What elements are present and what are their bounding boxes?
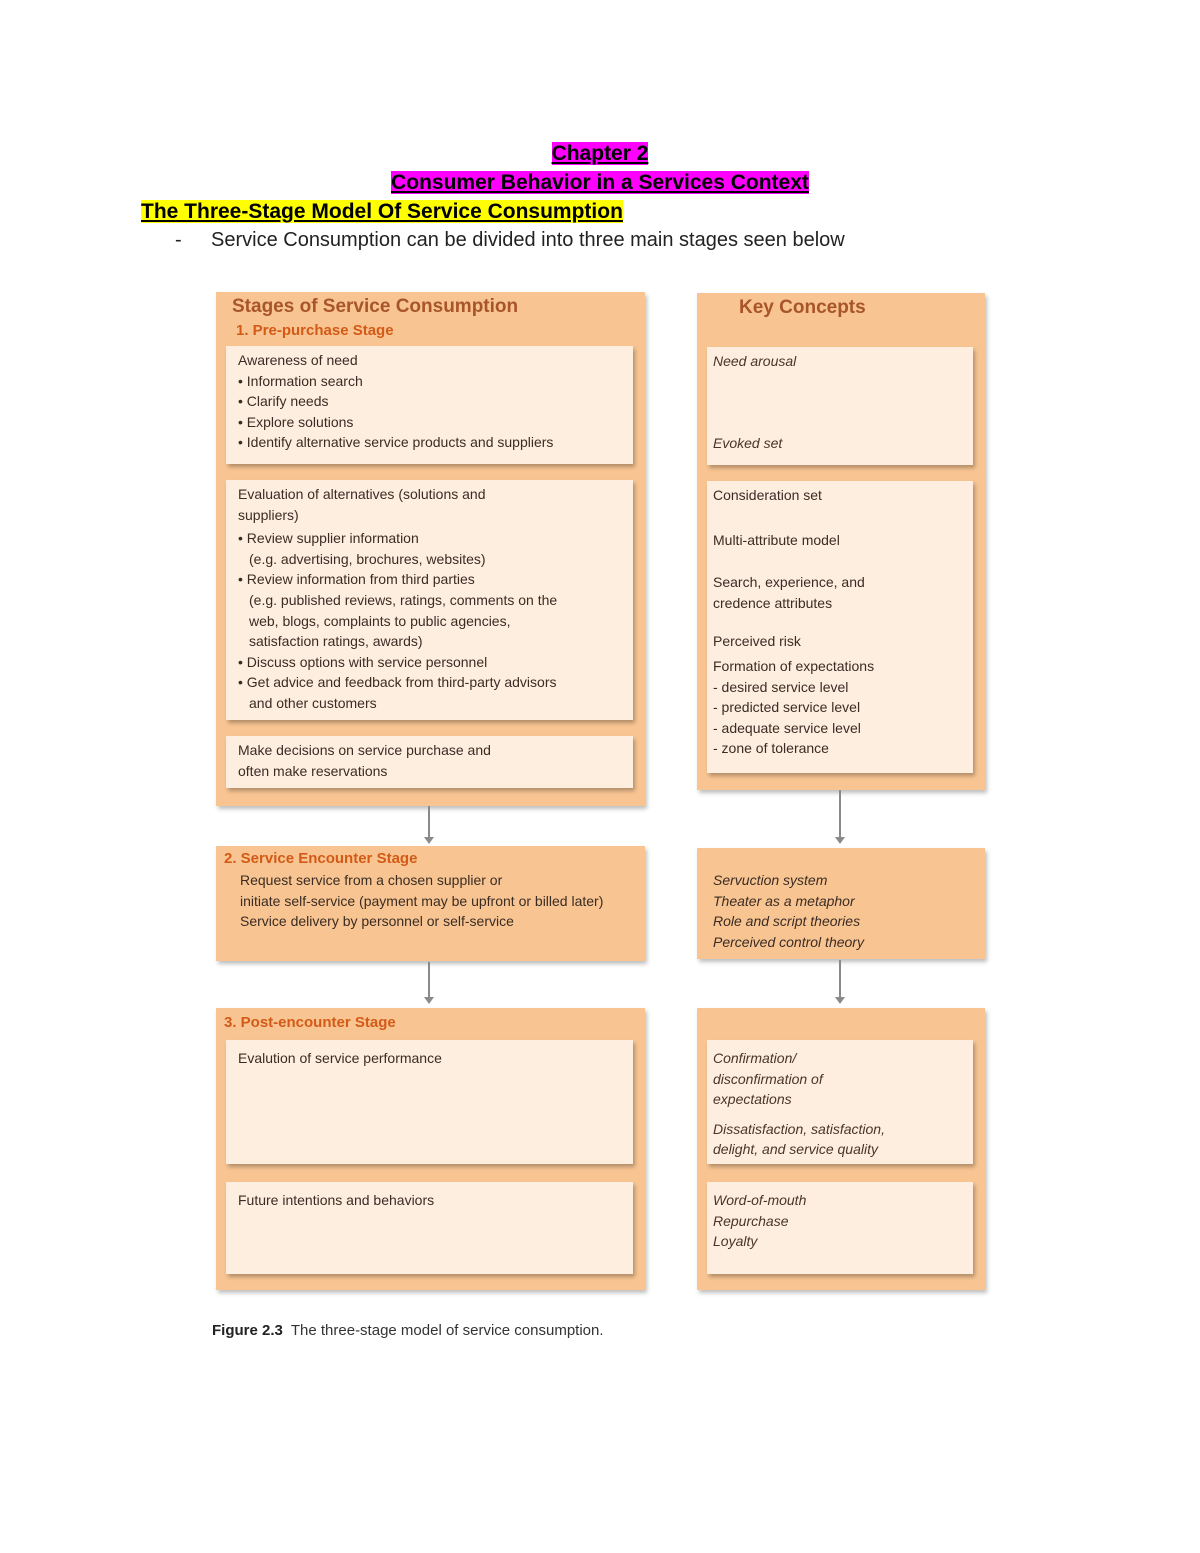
stage2-panel [216, 846, 645, 961]
stage1-box-evaluation: Evaluation of alternatives (solutions and suppliers) • Review supplier information (e.g. advertising, brochures, websites) • Review information from third parties (e.g. published reviews, ratings, comments on the web, blogs, complaints to public agencies, satisfaction ratings, awards) • Discuss options with service personnel • Get advice and feedback from third-party advisors and other customers [226, 480, 633, 720]
stage1-box-decision: Make decisions on service purchase and often make reservations [226, 736, 633, 788]
concepts3-box-confirmation: Confirmation/ disconfirmation of expectations Dissatisfaction, satisfaction, delight, and service quality [707, 1040, 973, 1164]
stage2-description: Request service from a chosen supplier or initiate self-service (payment may be upfront or billed later) Service delivery by personnel or self-service [240, 872, 604, 930]
stage3-panel [216, 1008, 645, 1290]
bullet-marker: - [175, 229, 182, 251]
stage1-panel [216, 292, 645, 806]
concepts2-panel [697, 848, 985, 959]
stage3-box-intentions: Future intentions and behaviors [226, 1182, 633, 1274]
concepts3-box-loyalty: Word-of-mouth Repurchase Loyalty [707, 1182, 973, 1274]
arrow-down-icon [428, 806, 430, 838]
concepts1-panel [697, 293, 985, 790]
bullet-text: Service Consumption can be divided into three main stages seen below [211, 229, 845, 251]
concepts1-box-consideration: Consideration set Multi-attribute model Search, experience, and credence attributes Perceived risk Formation of expectations - desired service level - predicted service level - adequate service level - zone of tolerance [707, 481, 973, 773]
section-heading: The Three-Stage Model Of Service Consumption [141, 200, 623, 223]
stage3-box-evaluation: Evalution of service performance [226, 1040, 633, 1164]
chapter-subtitle: Consumer Behavior in a Services Context [391, 171, 809, 194]
arrow-down-icon [839, 790, 841, 838]
concepts3-panel [697, 1008, 985, 1290]
figure-caption: Figure 2.3 The three-stage model of service consumption. [212, 1322, 604, 1339]
stage1-label: 1. Pre-purchase Stage [236, 322, 394, 339]
arrow-down-icon [428, 962, 430, 998]
arrow-down-icon [839, 960, 841, 998]
stage3-label: 3. Post-encounter Stage [224, 1014, 396, 1031]
concepts1-box-arousal: Need arousal Evoked set [707, 347, 973, 465]
chapter-title: Chapter 2 [551, 142, 649, 165]
key-concepts-title: Key Concepts [739, 297, 866, 318]
stage1-box-awareness: Awareness of need • Information search • Clarify needs • Explore solutions • Identify alternative service products and suppliers [226, 346, 633, 464]
concepts2-list: Servuction system Theater as a metaphor Role and script theories Perceived control theory [713, 872, 864, 950]
stage2-label: 2. Service Encounter Stage [224, 850, 418, 867]
stages-title: Stages of Service Consumption [232, 296, 519, 317]
bullet-item [175, 226, 845, 254]
